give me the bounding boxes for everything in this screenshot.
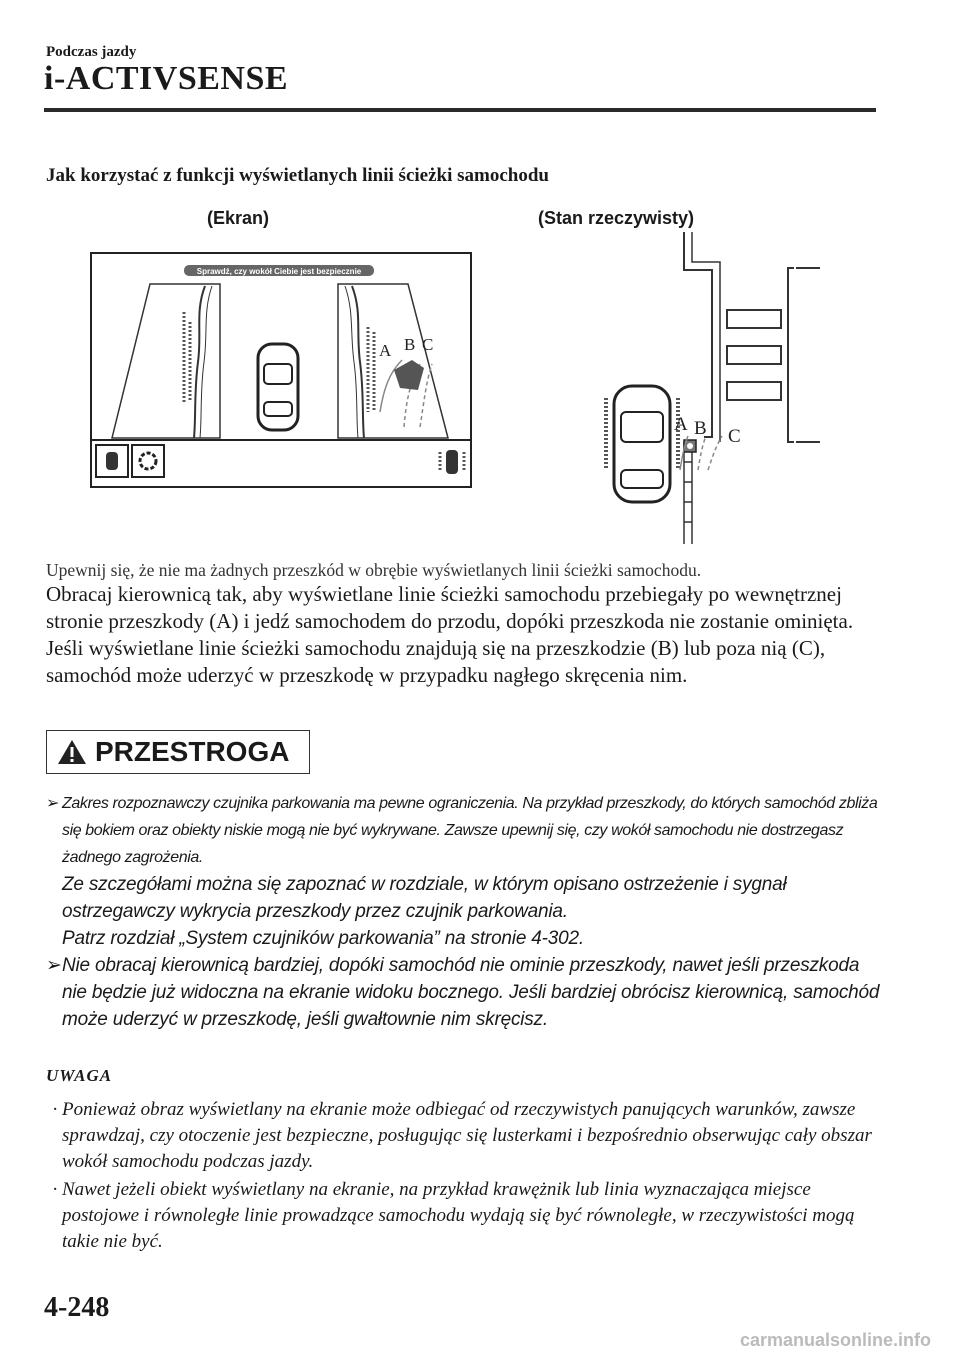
instructions-text — [46, 581, 886, 689]
screen-point-b: B — [404, 335, 416, 354]
camera-switch-icon — [96, 445, 128, 477]
page-number: 4-248 — [44, 1292, 110, 1323]
section-label: Podczas jazdy — [46, 44, 137, 60]
bullet-item-extra: Ze szczegółami można się zapoznać w rozdziale, w którym opisano ostrzeżenie i sygnał ostrzegawczy wykrycia przeszkody przez czujnik parkowania. — [62, 874, 787, 922]
caution-box — [46, 730, 310, 774]
real-point-c: C — [728, 426, 741, 447]
car-top-view-icon — [258, 344, 298, 430]
car-top-view-icon — [614, 386, 670, 502]
screen-view-label: (Ekran) — [207, 208, 270, 228]
caution-bullets — [46, 790, 886, 1033]
real-situation-illustration — [588, 232, 824, 544]
note-item: · Ponieważ obraz wyświetlany na ekranie może odbiegać od rzeczywistych panujących warunków, zawsze sprawdzaj, czy otoczenie jest bezpieczne, posługując się lusterkami i bezpośrednio obserwując cały obszar wokół samochodu podczas jazdy. — [52, 1099, 872, 1172]
warning-icon — [57, 739, 87, 765]
bullet-dot-icon: · — [52, 1099, 59, 1120]
real-view-label: (Stan rzeczywisty) — [538, 208, 695, 228]
note-title: UWAGA — [46, 1066, 113, 1085]
bullet-item-reference: Patrz rozdział „System czujników parkowania” na stronie 4-302. — [62, 928, 584, 949]
note-list — [46, 1097, 886, 1257]
arrow-bullet-icon: ➢ — [46, 795, 60, 812]
bullet-dot-icon: · — [52, 1179, 59, 1200]
page-title: i-ACTIVSENSE — [44, 60, 289, 97]
instruction-paragraph: Obracaj kierownicą tak, aby wyświetlane linie ścieżki samochodu przebiegały po wewnętrznej stronie przeszkody (A) i jedź samochodem do przodu, dopóki przeszkoda nie zostanie ominięta. — [46, 582, 854, 633]
instruction-paragraph: Jeśli wyświetlane linie ścieżki samochodu znajdują się na przeszkodzie (B) lub poza nią (C), samochód może uderzyć w przeszkodę w przypadku nagłego skręcenia nim. — [46, 636, 826, 687]
screen-illustration — [90, 252, 472, 488]
bullet-item: ➢ Nie obracaj kierownicą bardziej, dopóki samochód nie ominie przeszkody, nawet jeśli przeszkoda nie będzie już widoczna na ekranie widoku bocznego. Jeśli bardziej obrócisz kierownicą, samochód może uderzyć w przeszkodę, jeśli gwałtownie nim skręcisz. — [46, 952, 886, 1033]
real-point-b: B — [694, 418, 707, 439]
note-item: · Nawet jeżeli obiekt wyświetlany na ekranie, na przykład krawężnik lub linia wyznaczająca miejsce postojowe i równoległe linie prowadzące samochodu wydają się być równoległe, w rzeczywistości mogą takie nie być. — [52, 1179, 855, 1252]
arrow-bullet-icon: ➢ — [46, 955, 62, 976]
screen-banner-text: Sprawdź, czy wokół Ciebie jest bezpiecznie — [196, 267, 362, 276]
gear-icon — [132, 445, 164, 477]
real-point-a: A — [674, 414, 688, 435]
bullet-item: ➢ Zakres rozpoznawczy czujnika parkowania ma pewne ograniczenia. Na przykład przeszkody, do których samochód zbliża się bokiem oraz obiekty niskie mogą nie być wykrywane. Zawsze upewnij się, czy wokół samochodu nie dostrzegasz żadnego zagrożenia. — [46, 790, 886, 871]
screen-point-a: A — [379, 341, 392, 360]
footer-watermark: carmanualsonline.info — [740, 1330, 932, 1350]
diagram-caption: Upewnij się, że nie ma żadnych przeszkód w obrębie wyświetlanych linii ścieżki samochodu. — [46, 560, 702, 580]
caution-label: PRZESTROGA — [95, 736, 290, 767]
screen-point-c: C — [422, 335, 434, 354]
title-divider — [44, 108, 876, 112]
section-heading: Jak korzystać z funkcji wyświetlanych linii ścieżki samochodu — [46, 165, 549, 186]
